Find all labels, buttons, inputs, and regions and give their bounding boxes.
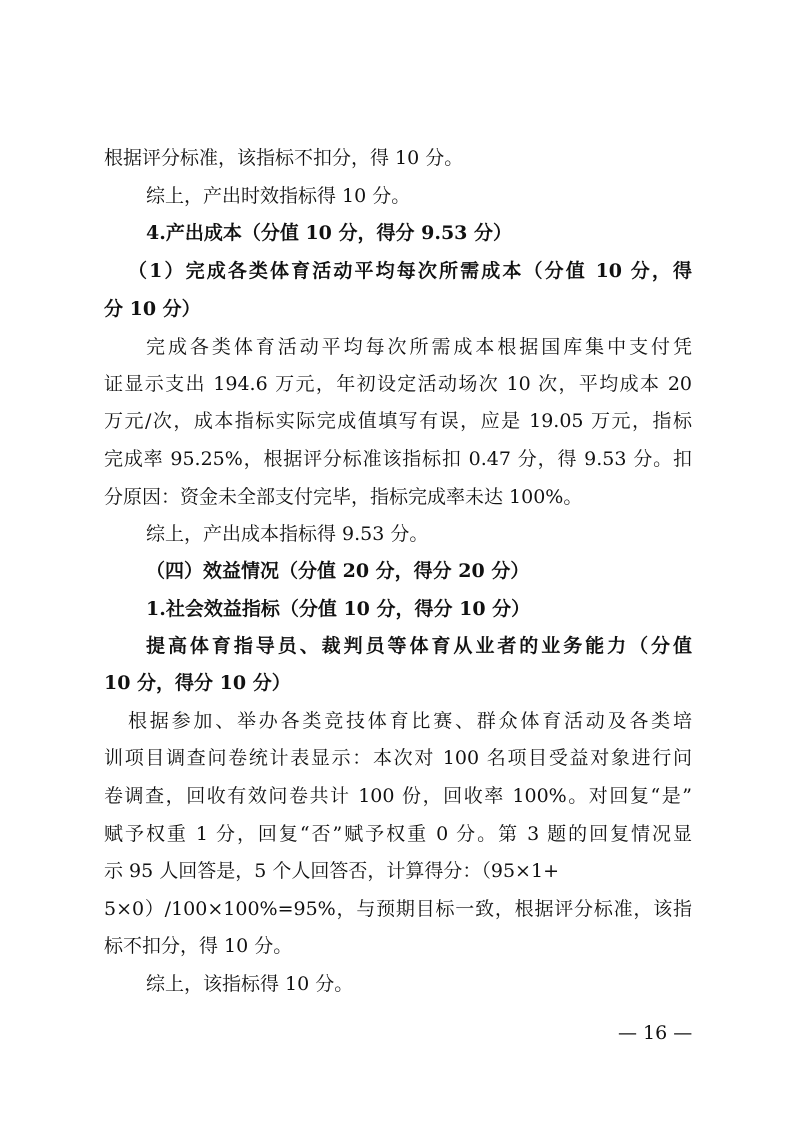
section-heading: 1.社会效益指标（分值 10 分，得分 10 分）: [146, 598, 531, 620]
page-number: — 16 —: [618, 1022, 693, 1044]
body-line: 证显示支出 194.6 万元，年初设定活动场次 10 次，平均成本 20: [104, 373, 692, 395]
indicator-heading-continued: 10 分，得分 10 分）: [104, 672, 291, 694]
body-line: 根据评分标准，该指标不扣分，得 10 分。: [104, 147, 464, 169]
body-line: 万元/次，成本指标实际完成值填写有误，应是 19.05 万元，指标: [104, 410, 692, 432]
section-heading: （四）效益情况（分值 20 分，得分 20 分）: [146, 560, 530, 582]
body-line: 5×0）/100×100%=95%，与预期目标一致，根据评分标准，该指: [104, 898, 692, 920]
summary-line: 综上，该指标得 10 分。: [146, 973, 354, 995]
body-line: 根据参加、举办各类竞技体育比赛、群众体育活动及各类培: [128, 710, 692, 732]
indicator-heading: 提高体育指导员、裁判员等体育从业者的业务能力（分值: [146, 635, 692, 657]
body-line: 完成率 95.25%，根据评分标准该指标扣 0.47 分，得 9.53 分。扣: [104, 448, 692, 470]
summary-line: 综上，产出时效指标得 10 分。: [146, 185, 411, 207]
summary-line: 综上，产出成本指标得 9.53 分。: [146, 523, 429, 545]
body-line: 完成各类体育活动平均每次所需成本根据国库集中支付凭: [146, 336, 692, 358]
body-line: 示 95 人回答是，5 个人回答否，计算得分：（95×1+: [104, 860, 559, 882]
body-line: 训项目调查问卷统计表显示：本次对 100 名项目受益对象进行问: [104, 747, 692, 769]
body-line: 分原因：资金未全部支付完毕，指标完成率未达 100%。: [104, 486, 583, 508]
body-line: 赋予权重 1 分，回复“否”赋予权重 0 分。第 3 题的回复情况显: [104, 823, 692, 845]
body-line: 卷调查，回收有效问卷共计 100 份，回收率 100%。对回复“是”: [104, 785, 692, 807]
subsection-heading: （1）完成各类体育活动平均每次所需成本（分值 10 分，得: [128, 260, 692, 282]
subsection-heading-continued: 分 10 分）: [104, 298, 201, 320]
body-line: 标不扣分，得 10 分。: [104, 935, 293, 957]
section-heading: 4.产出成本（分值 10 分，得分 9.53 分）: [146, 222, 513, 244]
